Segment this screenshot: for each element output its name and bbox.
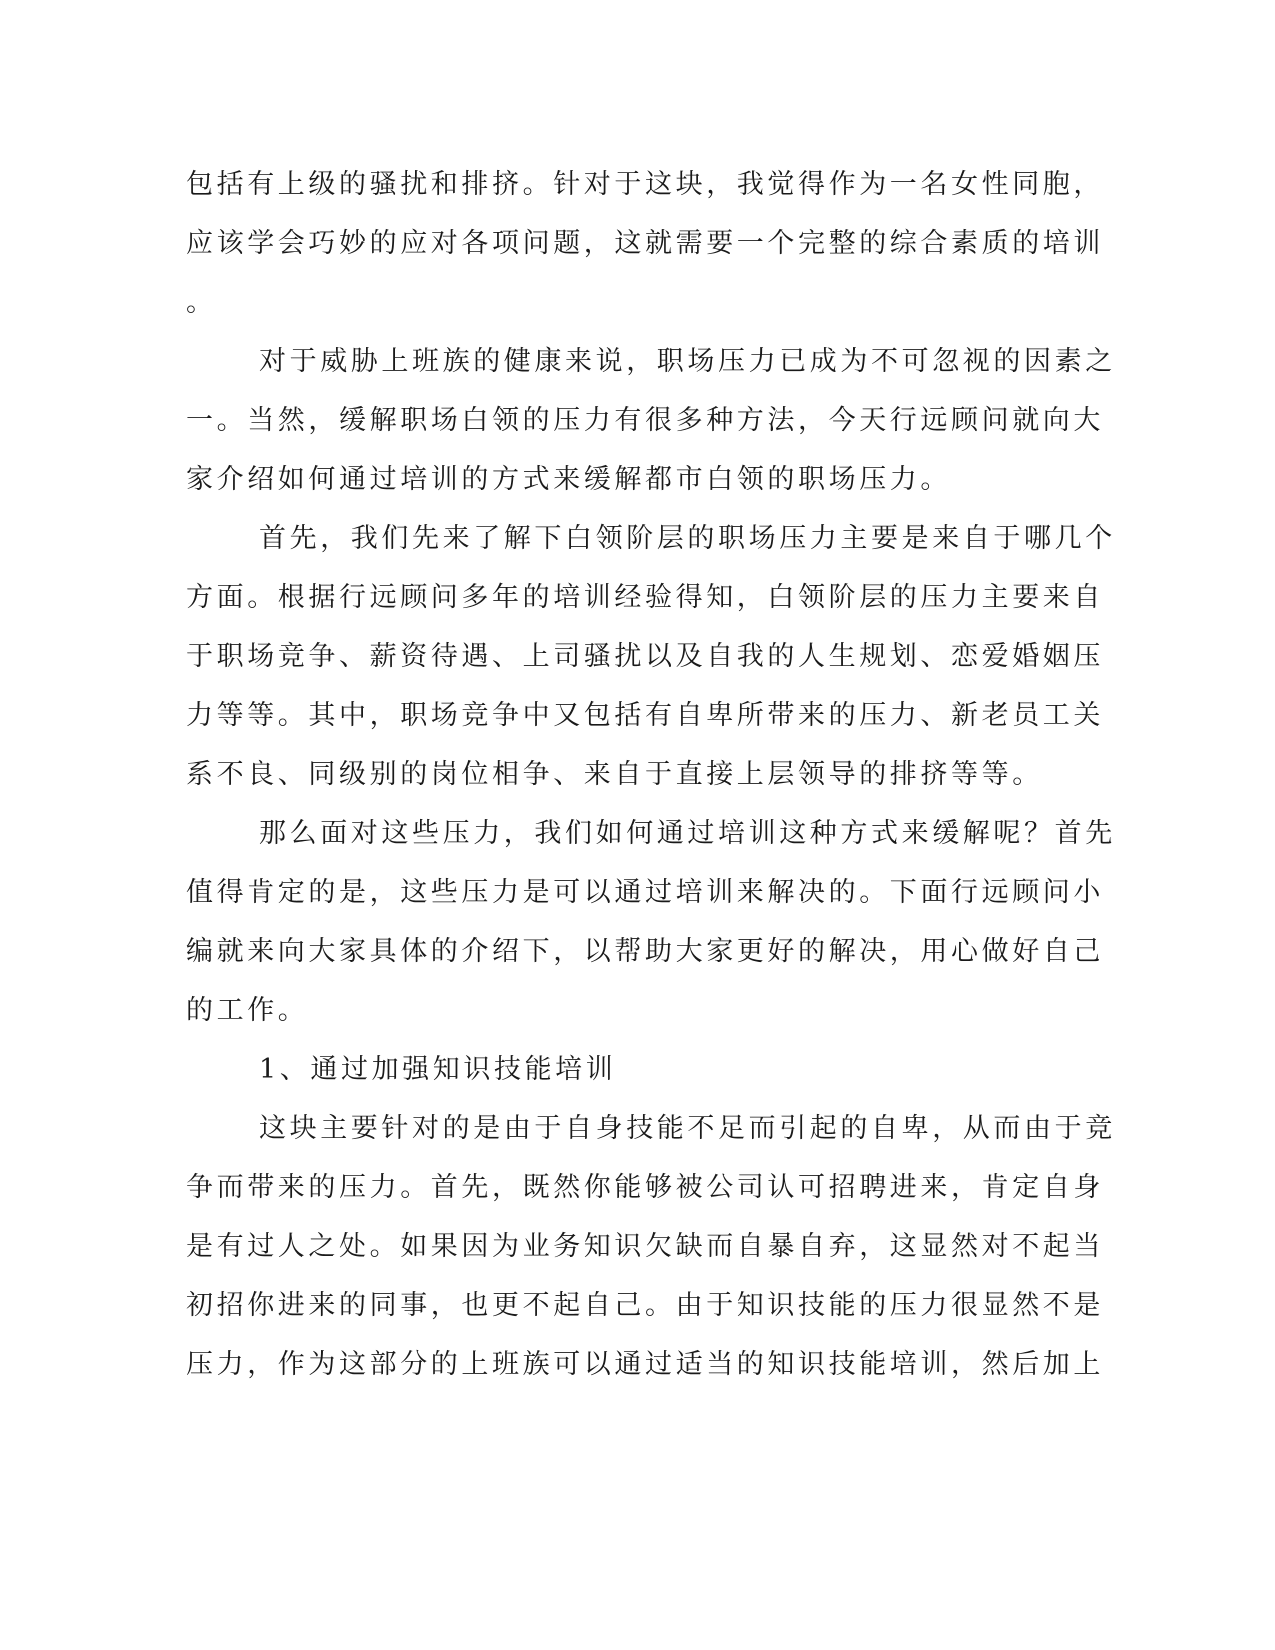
text-line: 首先，我们先来了解下白领阶层的职场压力主要是来自于哪几个: [259, 523, 1116, 554]
text-line: 编就来向大家具体的介绍下，以帮助大家更好的解决，用心做好自己: [186, 936, 1104, 967]
text-line: 方面。根据行远顾问多年的培训经验得知，白领阶层的压力主要来自: [186, 582, 1104, 613]
document-body: [186, 155, 1116, 1394]
text-line: 压力，作为这部分的上班族可以通过适当的知识技能培训，然后加上: [186, 1349, 1104, 1380]
text-line: 初招你进来的同事，也更不起自己。由于知识技能的压力很显然不是: [186, 1290, 1104, 1321]
paragraph: [186, 155, 1104, 332]
text-line: 争而带来的压力。首先，既然你能够被公司认可招聘进来，肯定自身: [186, 1172, 1104, 1203]
text-line: 的工作。: [186, 995, 309, 1026]
text-line: 应该学会巧妙的应对各项问题，这就需要一个完整的综合素质的培训: [186, 228, 1104, 259]
section-heading: [186, 1040, 1054, 1099]
text-line: 于职场竞争、薪资待遇、上司骚扰以及自我的人生规划、恋爱婚姻压: [186, 641, 1104, 672]
text-line: 那么面对这些压力，我们如何通过培训这种方式来缓解呢？首先: [259, 818, 1116, 849]
paragraph: [186, 509, 1116, 804]
text-line: 这块主要针对的是由于自身技能不足而引起的自卑，从而由于竞: [259, 1113, 1116, 1144]
text-line: 是有过人之处。如果因为业务知识欠缺而自暴自弃，这显然对不起当: [186, 1231, 1104, 1262]
text-line: 对于威胁上班族的健康来说，职场压力已成为不可忽视的因素之: [259, 346, 1116, 377]
text-line: 力等等。其中，职场竞争中又包括有自卑所带来的压力、新老员工关: [186, 700, 1104, 731]
text-line: 一。当然，缓解职场白领的压力有很多种方法，今天行远顾问就向大: [186, 405, 1104, 436]
paragraph: [186, 804, 1116, 1040]
paragraph: [186, 332, 1116, 509]
text-line: 系不良、同级别的岗位相争、来自于直接上层领导的排挤等等。: [186, 759, 1043, 790]
text-line: 。: [186, 287, 217, 318]
paragraph: [186, 1099, 1116, 1394]
heading-text: 1、通过加强知识技能培训: [259, 1054, 617, 1085]
text-line: 包括有上级的骚扰和排挤。针对于这块，我觉得作为一名女性同胞，: [186, 169, 1104, 200]
text-line: 家介绍如何通过培训的方式来缓解都市白领的职场压力。: [186, 464, 951, 495]
text-line: 值得肯定的是，这些压力是可以通过培训来解决的。下面行远顾问小: [186, 877, 1104, 908]
